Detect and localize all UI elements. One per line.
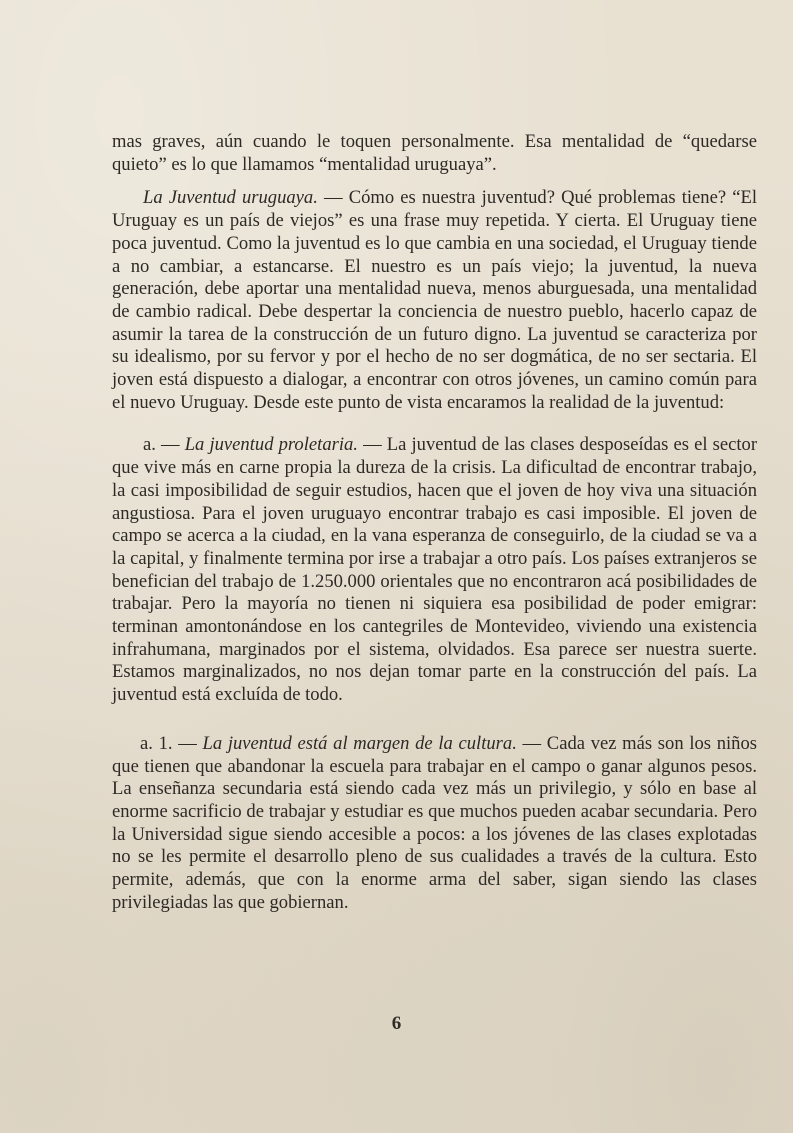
paragraph-juventud-proletaria <box>112 434 757 706</box>
paragraph-text: mas graves, aún cuando le toquen personalmente. Esa mentalidad de “quedarse quieto” es lo que llamamos “mentalidad uruguaya”. <box>112 131 757 175</box>
section-prefix: a. 1. — <box>140 732 203 754</box>
paragraph-text: — Cómo es nuestra juventud? Qué problemas tiene? “El Uruguay es un país de viejos” es una frase muy repetida. Y cierta. El Uruguay tiene poca juventud. Como la juventud es lo que cambia en una sociedad, el Uruguay tiende a no cambiar, a estancarse. El nuestro es un país viejo; la juventud, la nueva generación, debe aportar una mentalidad nueva, menos aburguesada, una mentalidad de cambio radical. Debe despertar la conciencia de nuestro pueblo, hacerlo capaz de asumir la tarea de la construcción de un futuro digno. La juventud se caracteriza por su idealismo, por su fervor y por el hecho de no ser dogmática, de no ser sectaria. El joven está dispuesto a dialogar, a encontrar con otros jóvenes, un camino común para el nuevo Uruguay. Desde este punto de vista encaramos la realidad de la juventud: <box>112 187 757 413</box>
section-prefix: a. — <box>143 434 185 456</box>
paragraph-juventud-uruguaya <box>112 187 757 414</box>
paragraph-juventud-cultura <box>112 733 757 915</box>
paragraph-text: — La juventud de las clases desposeídas es el sector que vive más en carne propia la dureza de la crisis. La dificultad de encontrar trabajo, la casi imposibilidad de seguir estudios, hacen que el joven de hoy viva una situación angustiosa. Para el joven uruguayo encontrar trabajo es casi imposible. El joven de campo se acerca a la ciudad, en la vana esperanza de conseguirlo, de la ciudad se va a la capital, y finalmente termina por irse a trabajar a otro país. Los países extranjeros se benefician del trabajo de 1.250.000 orientales que no encontraron acá posibilidades de trabajar. Pero la mayoría no tienen ni siquiera esa posibilidad de poder emigrar: terminan amontonándose en los cantegriles de Montevideo, viviendo una existencia infrahumana, marginados por el sistema, olvidados. Esa parece ser nuestra suerte. Estamos marginalizados, no nos dejan tomar parte en la construcción del país. La juventud está excluída de todo. <box>112 434 758 706</box>
section-heading: La Juventud uruguaya. <box>143 187 318 209</box>
section-heading: La juventud proletaria. <box>184 434 358 456</box>
text-body <box>112 131 757 915</box>
page-number: 6 <box>391 1013 402 1034</box>
paragraph-text: — Cada vez más son los niños que tienen que abandonar la escuela para trabajar en el campo o ganar algunos pesos. La enseñanza secundaria está siendo cada vez más un privilegio, y sólo en base al enorme sacrificio de trabajar y estudiar es que muchos pueden acabar secundaria. Pero la Universidad sigue siendo accesible a pocos: a los jóvenes de las clases explotadas no se les permite el desarrollo pleno de sus cualidades a través de la cultura. Esto permite, además, que con la enorme arma del saber, sigan siendo las clases privilegiadas las que gobiernan. <box>112 732 757 913</box>
section-heading: La juventud está al margen de la cultura. <box>202 732 517 754</box>
paragraph-continuation <box>112 131 757 176</box>
